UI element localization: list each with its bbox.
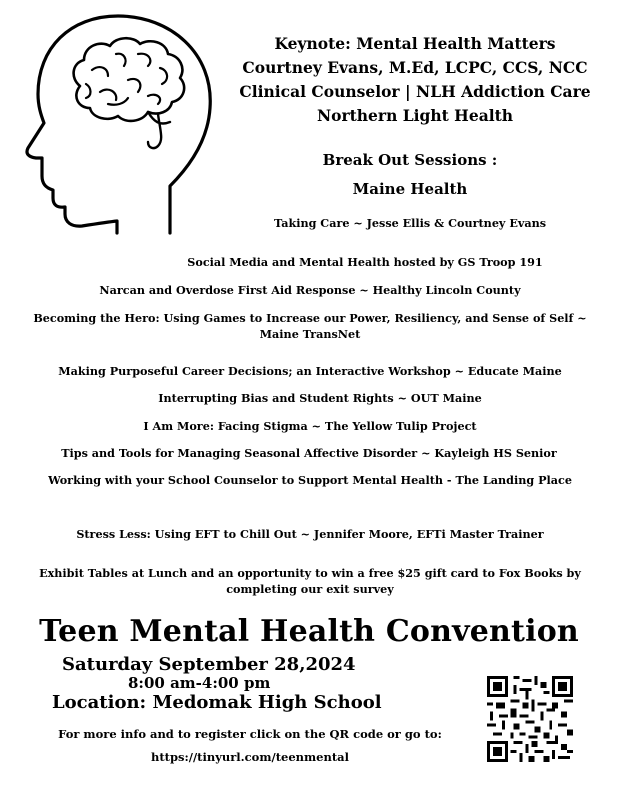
breakout-sponsor: Maine Health bbox=[352, 180, 468, 198]
session-item: Making Purposeful Career Decisions; an Interactive Workshop ~ Educate Maine bbox=[58, 364, 562, 378]
event-time: 8:00 am-4:00 pm bbox=[128, 674, 271, 692]
register-text: For more info and to register click on the QR code or go to: bbox=[58, 727, 442, 741]
keynote-role: Clinical Counselor | NLH Addiction Care bbox=[239, 82, 591, 101]
qr-code-icon[interactable] bbox=[487, 676, 573, 762]
session-item: Narcan and Overdose First Aid Response ~ Healthy Lincoln County bbox=[99, 283, 521, 297]
keynote-title: Keynote: Mental Health Matters bbox=[274, 34, 556, 53]
brain-head-icon bbox=[20, 8, 220, 238]
session-item: Social Media and Mental Health hosted by GS Troop 191 bbox=[187, 255, 543, 269]
exhibit-note: Exhibit Tables at Lunch and an opportunity to win a free $25 gift card to Fox Books by completing our exit survey bbox=[39, 566, 581, 596]
session-item: Tips and Tools for Managing Seasonal Affective Disorder ~ Kayleigh HS Senior bbox=[61, 446, 557, 460]
session-item: I Am More: Facing Stigma ~ The Yellow Tulip Project bbox=[143, 419, 477, 433]
session-item: Becoming the Hero: Using Games to Increase our Power, Resiliency, and Sense of Self ~ Maine TransNet bbox=[33, 311, 587, 341]
event-location: Location: Medomak High School bbox=[52, 692, 382, 713]
event-title: Teen Mental Health Convention bbox=[39, 614, 579, 649]
session-item: Taking Care ~ Jesse Ellis & Courtney Evans bbox=[273, 216, 547, 230]
event-date: Saturday September 28,2024 bbox=[62, 654, 356, 675]
session-item: Stress Less: Using EFT to Chill Out ~ Jennifer Moore, EFTi Master Trainer bbox=[76, 527, 544, 541]
keynote-org: Northern Light Health bbox=[316, 106, 514, 125]
register-link[interactable]: https://tinyurl.com/teenmental bbox=[151, 750, 349, 764]
breakout-heading: Break Out Sessions : bbox=[322, 151, 498, 169]
session-item: Working with your School Counselor to Support Mental Health - The Landing Place bbox=[48, 473, 572, 487]
session-item: Interrupting Bias and Student Rights ~ OUT Maine bbox=[158, 391, 482, 405]
keynote-speaker: Courtney Evans, M.Ed, LCPC, CCS, NCC bbox=[242, 58, 588, 77]
